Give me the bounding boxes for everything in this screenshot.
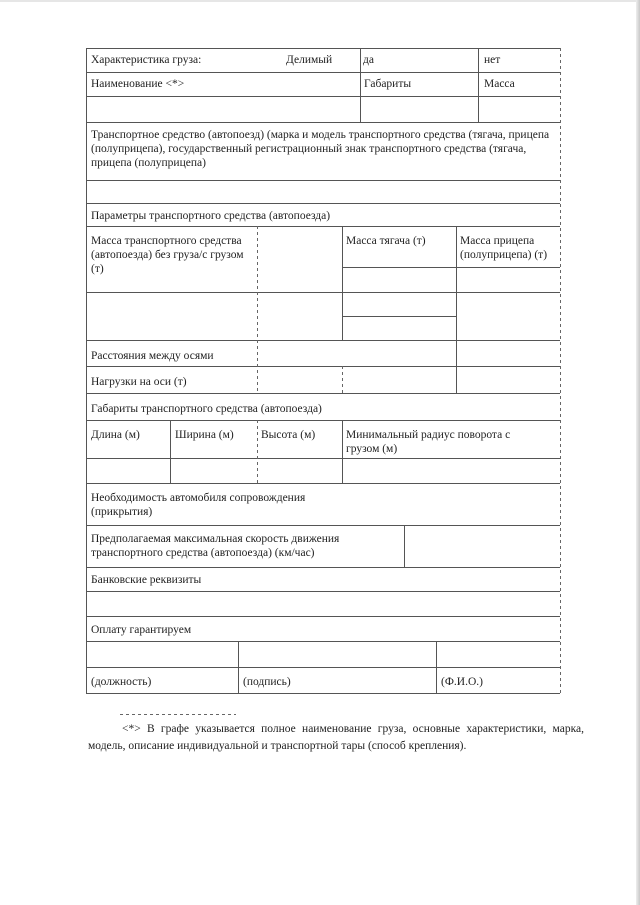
cargo-characteristic-label: Характеристика груза: (91, 54, 202, 66)
rule (86, 393, 560, 394)
rule (86, 122, 560, 123)
rule (342, 267, 560, 268)
no-label: нет (484, 54, 501, 66)
footnote-text: <*> В графе указывается полное наименование груза, основные характеристики, марка, модель, описание индивидуальной и транспортной тары (способ крепления). (88, 723, 584, 752)
page-top-edge (0, 0, 640, 2)
rule (342, 226, 343, 340)
escort-label: Необходимость автомобиля сопровождения (прикрытия) (91, 492, 306, 518)
rule (86, 667, 560, 668)
rule (86, 72, 560, 73)
rule (86, 180, 560, 181)
length-label: Длина (м) (91, 429, 140, 441)
rule (86, 525, 560, 526)
width-label: Ширина (м) (175, 429, 234, 441)
rule (86, 226, 560, 227)
rule (86, 48, 560, 49)
mass-label: Масса (484, 78, 515, 90)
axle-loads-label: Нагрузки на оси (т) (91, 376, 187, 388)
turn-radius-label: Минимальный радиус поворота с грузом (м) (346, 429, 511, 455)
rule (86, 203, 560, 204)
bank-details-label: Банковские реквизиты (91, 574, 202, 586)
rule (86, 292, 560, 293)
rule (238, 641, 239, 693)
rule (257, 420, 258, 483)
divisible-label: Делимый (286, 54, 333, 66)
payment-label: Оплату гарантируем (91, 624, 192, 636)
rule (560, 48, 561, 693)
rule (456, 226, 457, 393)
rule (342, 316, 456, 317)
cargo-name-label: Наименование <*> (91, 78, 185, 90)
vehicle-label: Транспортное средство (автопоезд) (марка и модель транспортного средства (тягача, прицепа (полуприцепа), государственный регистрационный знак транспортного средства (тягача, прицепа (полуприцепа) (91, 129, 550, 169)
rule (86, 96, 560, 97)
rule (86, 48, 87, 693)
vehicle-params-label: Параметры транспортного средства (автопоезда) (91, 210, 331, 222)
rule (86, 567, 560, 568)
rule (86, 483, 560, 484)
rule (478, 48, 479, 122)
rule (360, 48, 361, 122)
yes-label: да (363, 54, 374, 66)
height-label: Высота (м) (261, 429, 316, 441)
rule (86, 366, 560, 367)
full-name-label: (Ф.И.О.) (441, 676, 483, 688)
rule (86, 420, 560, 421)
footnote-separator (120, 714, 236, 715)
speed-label: Предполагаемая максимальная скорость движения транспортного средства (автопоезда) (км/час) (91, 533, 340, 559)
trailer-mass-label: Масса прицепа (полуприцепа) (т) (460, 235, 548, 261)
vehicle-dimensions-label: Габариты транспортного средства (автопоезда) (91, 403, 322, 415)
tractor-mass-label: Масса тягача (т) (346, 235, 426, 247)
rule (86, 458, 560, 459)
rule (436, 641, 437, 693)
rule (342, 366, 343, 393)
page-right-edge (636, 0, 640, 905)
rule (404, 525, 405, 567)
dimensions-label: Габариты (364, 78, 412, 90)
signature-label: (подпись) (243, 676, 291, 688)
rule (86, 641, 560, 642)
rule (86, 591, 560, 592)
rule (342, 420, 343, 483)
vehicle-mass-label: Масса транспортного средства (автопоезда) без груза/с грузом (т) (91, 235, 244, 275)
rule (86, 340, 560, 341)
position-label: (должность) (91, 676, 152, 688)
axle-distances-label: Расстояния между осями (91, 350, 214, 362)
rule (86, 616, 560, 617)
rule (86, 693, 560, 694)
rule (170, 420, 171, 483)
rule (257, 226, 258, 393)
